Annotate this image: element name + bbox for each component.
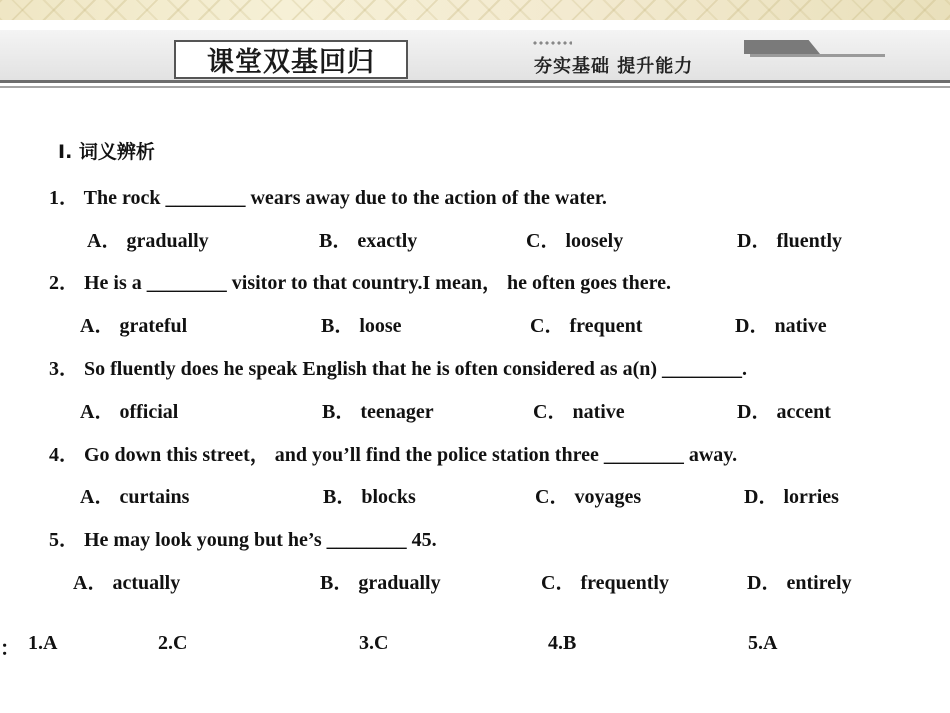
q2-option-a[interactable]: A． grateful [80, 315, 188, 337]
q5-option-b[interactable]: B． gradually [320, 572, 441, 594]
q5-option-d[interactable]: D． entirely [747, 572, 852, 594]
q3-option-a[interactable]: A． official [80, 401, 179, 423]
q3-option-d[interactable]: D． accent [737, 401, 831, 423]
q4-option-b[interactable]: B． blocks [323, 486, 416, 508]
q1-option-c[interactable]: C． loosely [526, 230, 624, 252]
q5-option-c[interactable]: C． frequently [541, 572, 669, 594]
q2-option-c[interactable]: C． frequent [530, 315, 643, 337]
header-accent-shape [744, 40, 820, 54]
question-1: 1． The rock ________ wears away due to the action of the water. [49, 187, 607, 209]
question-2: 2． He is a ________ visitor to that country.I mean， he often goes there. [49, 272, 671, 294]
q4-option-d[interactable]: D． lorries [744, 486, 839, 508]
q4-option-c[interactable]: C． voyages [535, 486, 642, 508]
answer-4: 4.B [548, 632, 577, 654]
answer-2: 2.C [158, 632, 188, 654]
q2-option-b[interactable]: B． loose [321, 315, 402, 337]
question-4: 4． Go down this street， and you’ll find the police station three ________ away. [49, 444, 738, 466]
page-subtitle: 夯实基础 提升能力 [534, 56, 694, 77]
q3-option-c[interactable]: C． native [533, 401, 625, 423]
page-title: 课堂双基回归 [174, 40, 408, 79]
q4-option-a[interactable]: A． curtains [80, 486, 190, 508]
q5-option-a[interactable]: A． actually [73, 572, 181, 594]
header-divider-thin [0, 86, 950, 88]
q1-option-d[interactable]: D． fluently [737, 230, 842, 252]
answer-1: 1.A [28, 632, 58, 654]
answers-prefix: ： [0, 638, 20, 660]
top-decorative-band [0, 0, 950, 20]
q1-option-b[interactable]: B． exactly [319, 230, 418, 252]
top-band-pattern [0, 0, 950, 20]
question-5: 5． He may look young but he’s ________ 45. [49, 529, 437, 551]
section-title: Ⅰ. 词义辨析 [58, 141, 155, 163]
answer-3: 3.C [359, 632, 389, 654]
q1-option-a[interactable]: A． gradually [87, 230, 209, 252]
header-divider [0, 80, 950, 83]
question-3: 3． So fluently does he speak English that he is often considered as a(n) ________. [49, 358, 748, 380]
q2-option-d[interactable]: D． native [735, 315, 827, 337]
answer-5: 5.A [748, 632, 778, 654]
q3-option-b[interactable]: B． teenager [322, 401, 434, 423]
header-accent-line [750, 54, 885, 57]
dots-decoration [532, 41, 572, 45]
